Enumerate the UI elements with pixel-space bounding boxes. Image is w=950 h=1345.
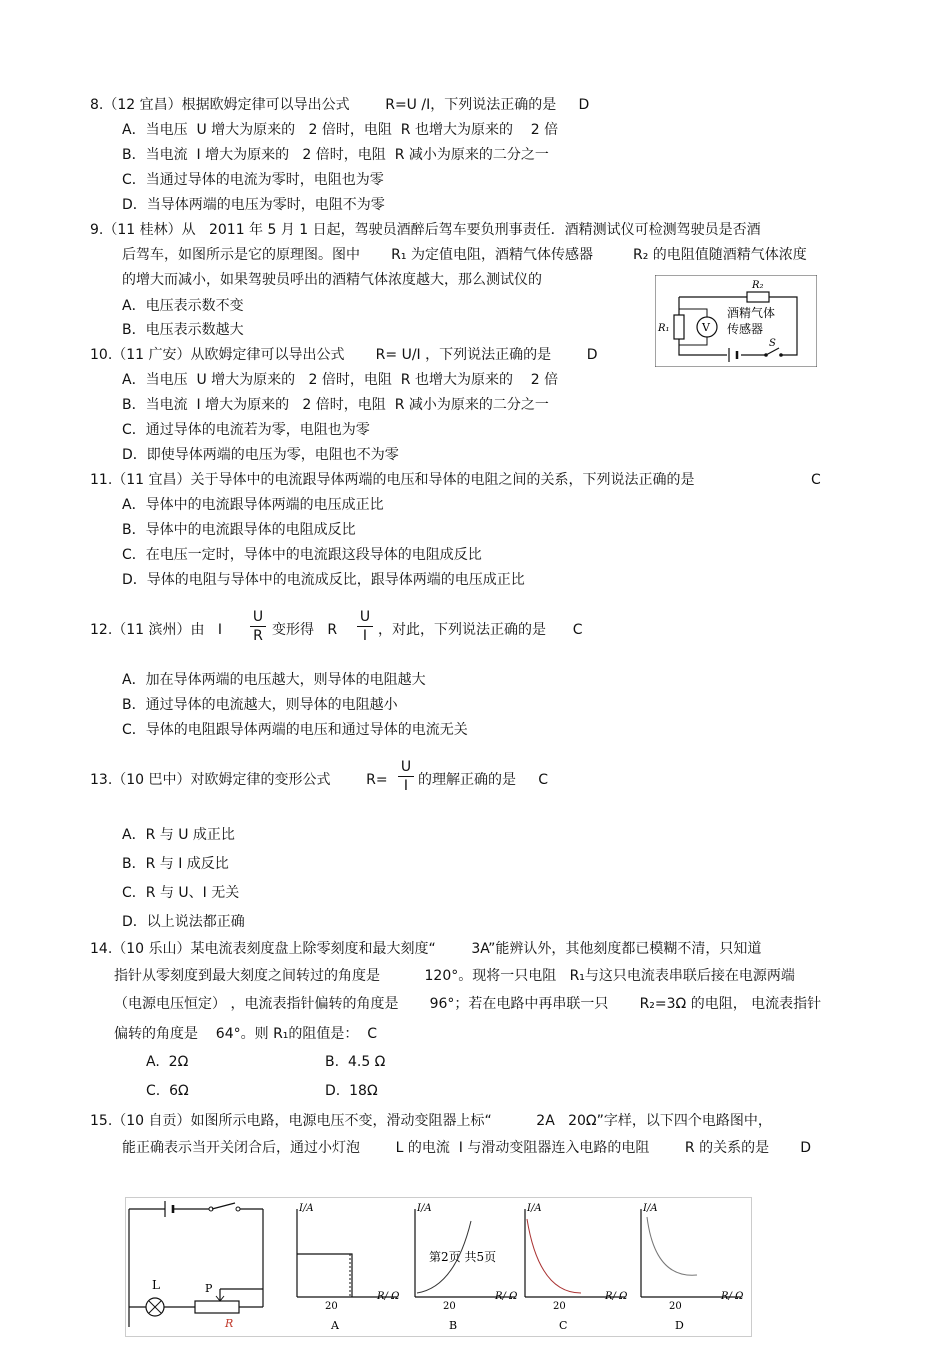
q10-option-d: D．即使导体两端的电压为零，电阻也不为零: [122, 447, 399, 463]
q11-answer: C: [811, 472, 821, 488]
q15-rheostat-label: R: [225, 1317, 234, 1330]
q12-option-b: B．通过导体的电流越大，则导体的电阻越小: [122, 697, 398, 713]
q8-stem: 8.（12 宜昌）根据欧姆定律可以导出公式 R=U /I，下列说法正确的是 D: [90, 97, 590, 113]
q13-frac-denominator: I: [403, 778, 409, 794]
q12-fraction-u-over-r: [250, 609, 266, 644]
graph-xlabel: R/ Ω: [495, 1291, 518, 1302]
q10-option-c: C．通过导体的电流若为零，电阻也为零: [122, 422, 370, 438]
q12-option-a: A．加在导体两端的电压越大，则导体的电阻越大: [122, 672, 426, 688]
q15-circuit: [129, 1201, 263, 1330]
q9-fig-sensor-label-1: 酒精气体: [727, 306, 776, 320]
q9-stem-line3: 的增大而减小，如果驾驶员呼出的酒精气体浓度越大，那么测试仪的: [122, 272, 542, 288]
graph-option-label: C: [559, 1319, 568, 1332]
q13-stem-pre: 13.（10 巴中）对欧姆定律的变形公式 R=: [90, 772, 388, 788]
q10-option-b: B．当电流 I 增大为原来的 2 倍时，电阻 R 减小为原来的二分之一: [122, 397, 549, 413]
q15-graph-b: [415, 1203, 517, 1332]
q15-graph-a: [297, 1203, 399, 1332]
q14-stem-line2: 指针从零刻度到最大刻度之间转过的角度是 120°。现将一只电阻 R₁与这只电流表串联后接在电源两端: [114, 968, 795, 984]
q11-option-d: D．导体的电阻与导体中的电流成反比，跟导体两端的电压成正比: [122, 572, 525, 588]
graph-option-label: A: [331, 1319, 339, 1332]
q8-option-b: B．当电流 I 增大为原来的 2 倍时，电阻 R 减小为原来的二分之一: [122, 147, 549, 163]
graph-xlabel: R/ Ω: [377, 1291, 400, 1302]
q9-stem-line1: 9.（11 桂林）从 2011 年 5 月 1 日起，驾驶员酒醉后驾车要负刑事责任．酒精测试仪可检测驾驶员是否酒: [90, 222, 761, 238]
q9-fig-voltmeter-label: V: [702, 321, 710, 334]
q12-frac2-denominator: I: [362, 628, 368, 644]
q15-slider-label: P: [205, 1282, 213, 1295]
q12-frac2-numerator: U: [359, 609, 371, 625]
q11-stem: 11.（11 宜昌）关于导体中的电流跟导体两端的电压和导体的电阻之间的关系，下列说法正确的是: [90, 472, 695, 488]
q9-fig-r2-label: R₂: [752, 280, 764, 291]
q9-fig-r1-label: R₁: [658, 323, 670, 334]
q14-option-d: D. 18Ω: [325, 1083, 378, 1099]
graph-ylabel: I/A: [299, 1203, 314, 1214]
q9-fig-switch-label: S: [769, 338, 776, 349]
graph-curve: [527, 1219, 581, 1293]
graph-ylabel: I/A: [527, 1203, 542, 1214]
graph-tick-20: 20: [325, 1301, 338, 1312]
q12-fraction-u-over-i: [357, 609, 373, 644]
q10-stem: 10.（11 广安）从欧姆定律可以导出公式 R= U/I ，下列说法正确的是 D: [90, 347, 598, 363]
graph-xlabel: R/ Ω: [721, 1291, 744, 1302]
graph-tick-20: 20: [553, 1301, 566, 1312]
q10-option-a: A．当电压 U 增大为原来的 2 倍时，电阻 R 也增大为原来的 2 倍: [122, 372, 559, 388]
q13-option-a: A．R 与 U 成正比: [122, 827, 235, 843]
q14-stem-line3: （电源电压恒定） ，电流表指针偏转的角度是 96°；若在电路中再串联一只 R₂=3Ω 的电阻， 电流表指针: [114, 996, 822, 1012]
graph-option-label: B: [449, 1319, 458, 1332]
q14-option-b: B. 4.5 Ω: [325, 1054, 386, 1070]
graph-option-label: D: [675, 1319, 684, 1332]
q15-stem-line1: 15.（10 自贡）如图所示电路，电源电压不变，滑动变阻器上标“ 2A 20Ω”字样，以下四个电路图中，: [90, 1113, 772, 1129]
q15-figure: [125, 1197, 752, 1337]
q13-fraction-u-over-i: [398, 759, 414, 794]
q14-stem-line1: 14.（10 乐山）某电流表刻度盘上除零刻度和最大刻度“ 3A”能辨认外，其他刻度都已模糊不清，只知道: [90, 941, 762, 957]
q13-stem-post: 的理解正确的是 C: [418, 772, 549, 788]
q15-graph-d: [641, 1203, 743, 1332]
q12-stem-post: ，对此，下列说法正确的是 C: [378, 622, 583, 638]
q9-option-a: A．电压表示数不变: [122, 298, 244, 314]
q15-page-footer: 第2页 共5页: [429, 1250, 497, 1264]
graph-tick-20: 20: [669, 1301, 682, 1312]
q15-stem-line2: 能正确表示当开关闭合后，通过小灯泡 L 的电流 I 与滑动变阻器连入电路的电阻 R 的关系的是 D: [122, 1140, 812, 1156]
graph-tick-20: 20: [443, 1301, 456, 1312]
q8-option-c: C．当通过导体的电流为零时，电阻也为零: [122, 172, 384, 188]
q11-option-c: C．在电压一定时，导体中的电流跟这段导体的电阻成反比: [122, 547, 482, 563]
graph-curve: [647, 1217, 697, 1275]
q9-fig-sensor-label-2: 传感器: [727, 322, 764, 336]
q11-option-a: A．导体中的电流跟导体两端的电压成正比: [122, 497, 384, 513]
q8-option-a: A．当电压 U 增大为原来的 2 倍时，电阻 R 也增大为原来的 2 倍: [122, 122, 559, 138]
q11-option-b: B．导体中的电流跟导体的电阻成反比: [122, 522, 356, 538]
q12-option-c: C．导体的电阻跟导体两端的电压和通过导体的电流无关: [122, 722, 468, 738]
q12-stem-mid: 变形得 R: [272, 622, 338, 638]
q9-alcohol-tester-circuit: [655, 275, 817, 367]
q13-option-c: C．R 与 U、I 无关: [122, 885, 240, 901]
q13-option-b: B．R 与 I 成反比: [122, 856, 229, 872]
graph-curve: [297, 1254, 352, 1297]
q15-lamp-label: L: [152, 1278, 160, 1292]
q14-option-a: A. 2Ω: [146, 1054, 189, 1070]
q14-stem-line4: 偏转的角度是 64°。则 R₁的阻值是： C: [114, 1026, 378, 1042]
q9-option-b: B．电压表示数越大: [122, 322, 244, 338]
q12-stem-pre: 12.（11 滨州）由 I: [90, 622, 223, 638]
q13-option-d: D．以上说法都正确: [122, 914, 245, 930]
q12-frac1-numerator: U: [252, 609, 264, 625]
graph-ylabel: I/A: [643, 1203, 658, 1214]
q13-frac-numerator: U: [400, 759, 412, 775]
graph-xlabel: R/ Ω: [605, 1291, 628, 1302]
q9-stem-line2: 后驾车，如图所示是它的原理图。图中 R₁ 为定值电阻，酒精气体传感器 R₂ 的电阻值随酒精气体浓度: [122, 247, 807, 263]
q14-option-c: C. 6Ω: [146, 1083, 189, 1099]
graph-ylabel: I/A: [417, 1203, 432, 1214]
q8-option-d: D．当导体两端的电压为零时，电阻不为零: [122, 197, 385, 213]
q12-frac1-denominator: R: [253, 628, 263, 644]
q15-graph-c: [525, 1203, 627, 1332]
